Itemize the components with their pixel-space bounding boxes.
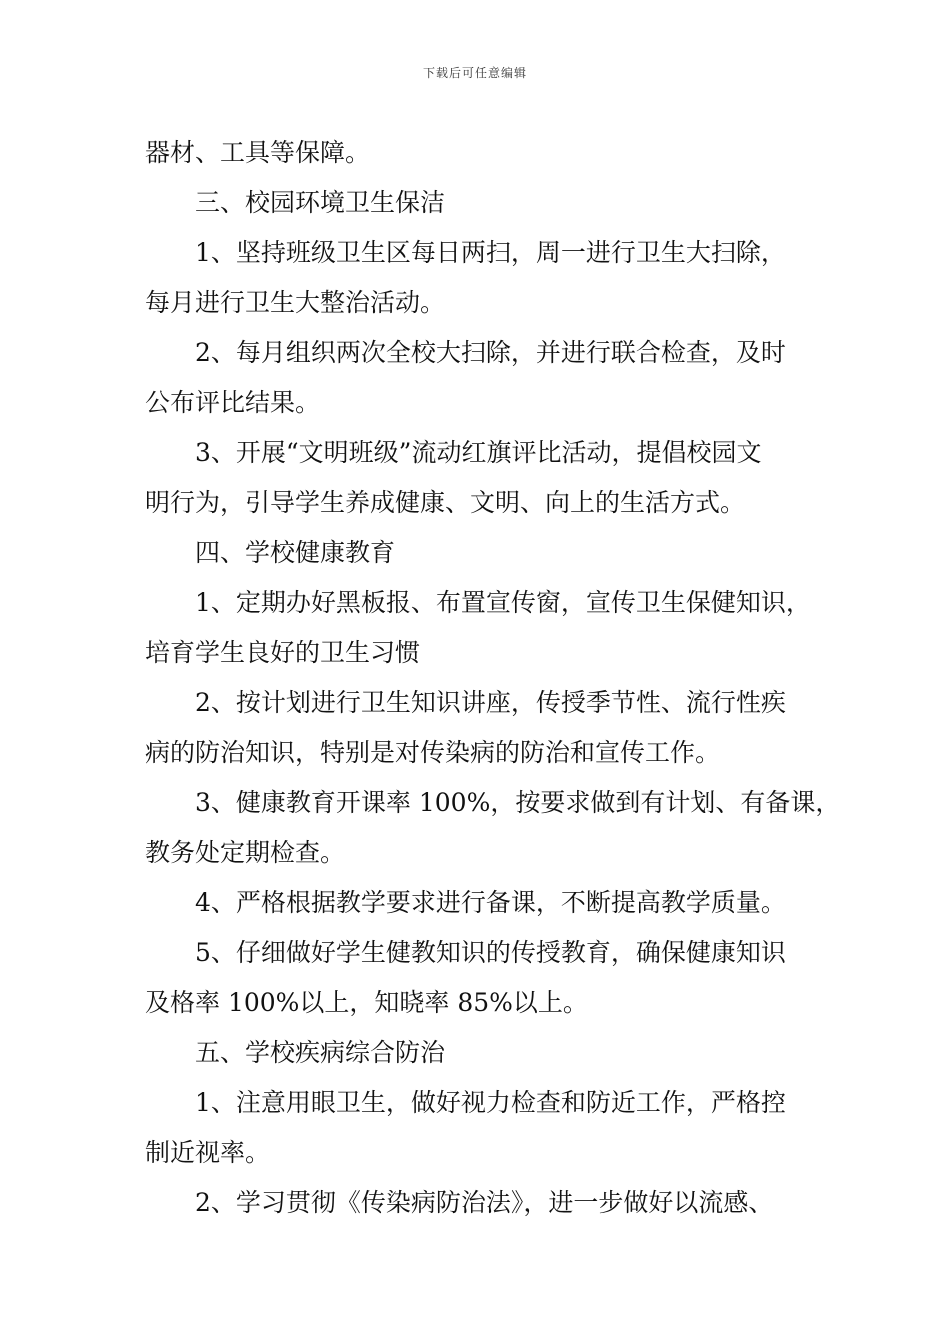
text-line: 公布评比结果。 [145, 388, 321, 417]
text-line: 3、健康教育开课率 100%，按要求做到有计划、有备课， [195, 788, 841, 817]
text-line: 1、坚持班级卫生区每日两扫，周一进行卫生大扫除， [195, 238, 786, 267]
text-line: 4、严格根据教学要求进行备课，不断提高教学质量。 [195, 888, 786, 917]
text-line: 3、开展“文明班级”流动红旗评比活动，提倡校园文 [195, 438, 762, 467]
text-line: 病的防治知识，特别是对传染病的防治和宣传工作。 [145, 738, 721, 767]
text-line: 明行为，引导学生养成健康、文明、向上的生活方式。 [145, 488, 746, 517]
text-line: 5、仔细做好学生健教知识的传授教育，确保健康知识 [195, 938, 786, 967]
text-line: 2、学习贯彻《传染病防治法》，进一步做好以流感、 [195, 1188, 774, 1217]
text-line: 培育学生良好的卫生习惯 [145, 638, 421, 667]
text-line: 2、按计划进行卫生知识讲座，传授季节性、流行性疾 [195, 688, 786, 717]
text-line: 器材、工具等保障。 [145, 138, 371, 167]
text-line: 1、定期办好黑板报、布置宣传窗，宣传卫生保健知识， [195, 588, 811, 617]
text-line: 1、注意用眼卫生，做好视力检查和防近工作，严格控 [195, 1088, 786, 1117]
section-heading-4: 四、学校健康教育 [195, 538, 396, 567]
page-header: 下载后可任意编辑 [422, 66, 527, 80]
section-heading-5: 五、学校疾病综合防治 [195, 1038, 446, 1067]
text-line: 2、每月组织两次全校大扫除，并进行联合检查，及时 [195, 338, 786, 367]
text-line: 制近视率。 [145, 1138, 271, 1167]
text-line: 及格率 100%以上，知晓率 85%以上。 [145, 988, 588, 1017]
document-body [145, 128, 841, 1228]
text-line: 每月进行卫生大整治活动。 [145, 288, 446, 317]
section-heading-3: 三、校园环境卫生保洁 [195, 188, 446, 217]
text-line: 教务处定期检查。 [145, 838, 346, 867]
